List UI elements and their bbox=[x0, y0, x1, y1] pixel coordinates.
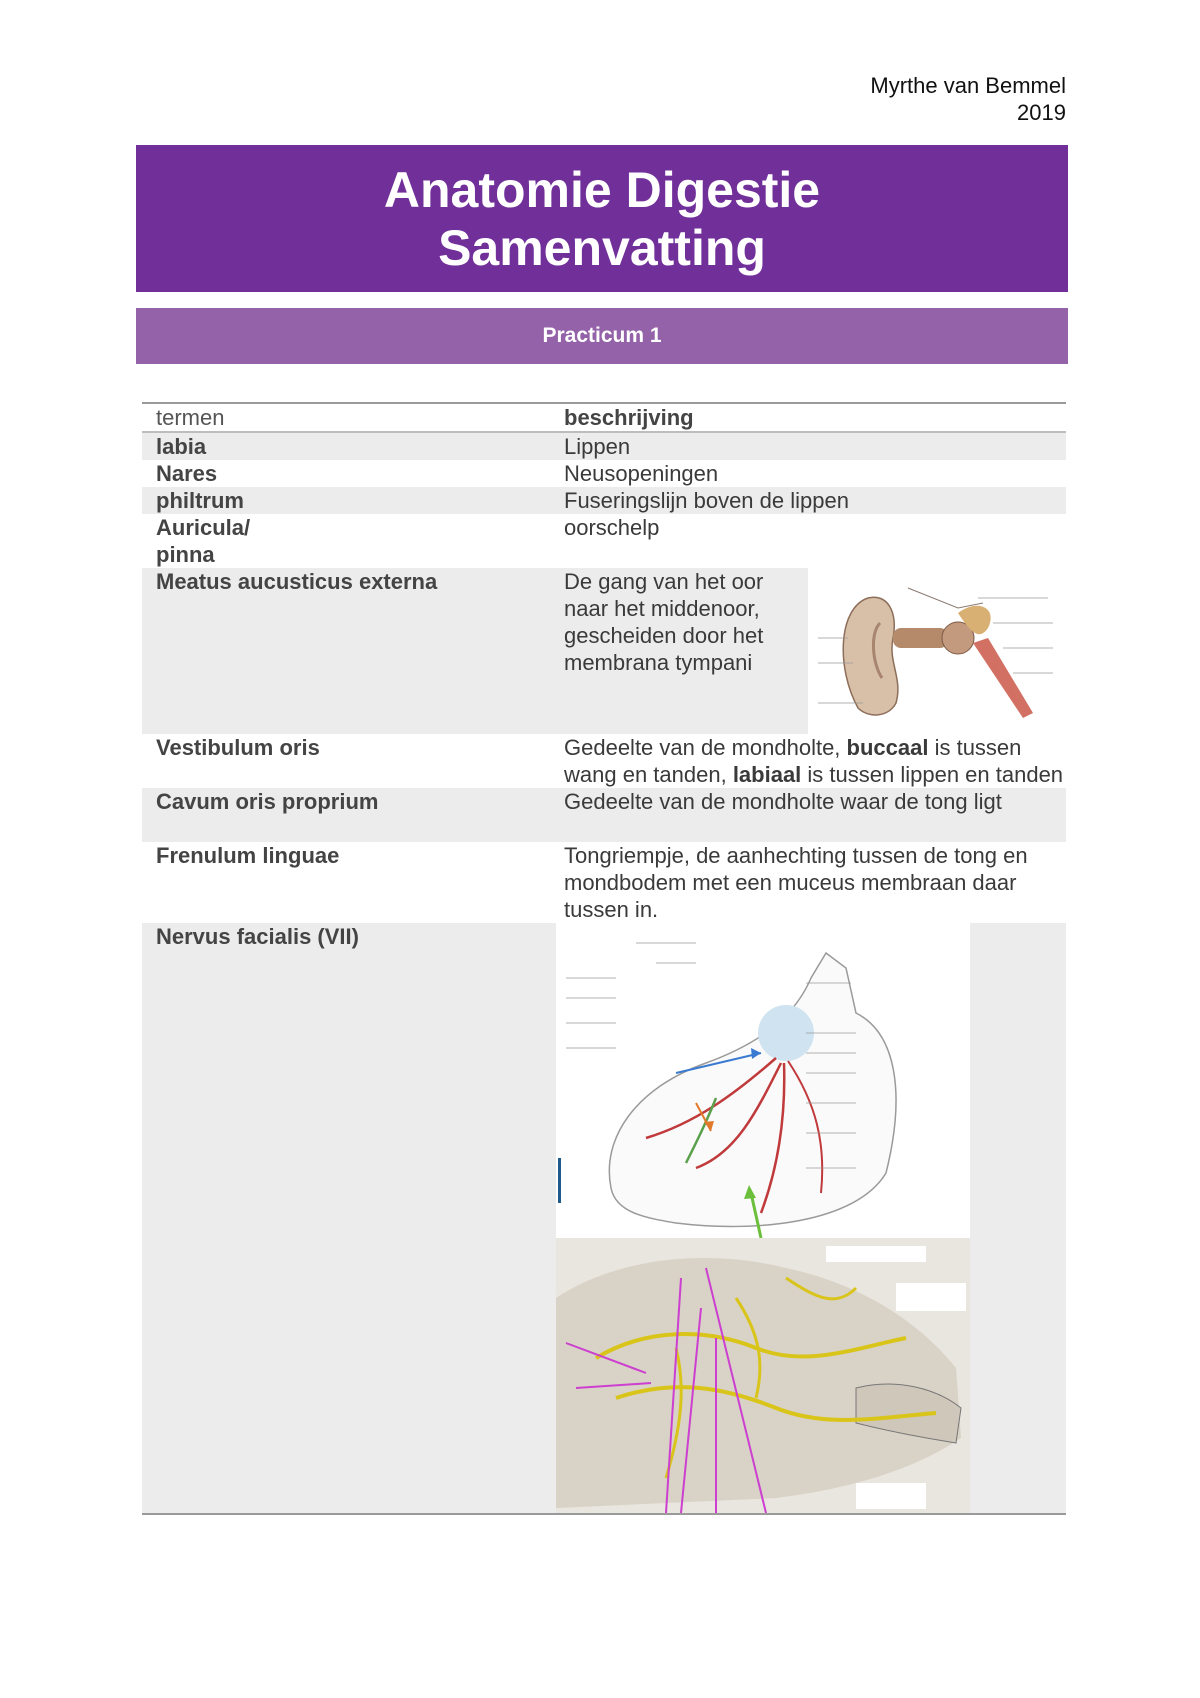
table-row bbox=[142, 923, 1066, 1514]
term-cell: labia bbox=[142, 432, 550, 460]
description-cell: Neusopeningen bbox=[564, 461, 719, 486]
header-term: termen bbox=[142, 403, 550, 432]
term-text: Auricula/ pinna bbox=[156, 515, 251, 567]
description-cell: oorschelp bbox=[564, 515, 660, 540]
table-row bbox=[142, 432, 1066, 460]
table-row bbox=[142, 487, 1066, 514]
description-part: is tussen wang en tanden, bbox=[564, 735, 1022, 787]
description-cell bbox=[550, 734, 1066, 788]
terms-table bbox=[142, 402, 1066, 1515]
description-cell bbox=[550, 923, 1066, 1514]
description-cell: Lippen bbox=[550, 432, 1066, 460]
description-cell: Fuseringslijn boven de lippen bbox=[550, 487, 1066, 514]
title-line-2: Samenvatting bbox=[438, 219, 766, 276]
description-cell: Gedeelte van de mondholte waar de tong ligt bbox=[550, 788, 1066, 842]
table-row bbox=[142, 734, 1066, 788]
term-cell: Nervus facialis (VII) bbox=[142, 923, 550, 1514]
author-year: 2019 bbox=[1017, 100, 1066, 125]
term-cell: Frenulum linguae bbox=[156, 843, 340, 868]
table-row bbox=[142, 460, 1066, 487]
description-cell bbox=[550, 568, 1066, 734]
header-description: beschrijving bbox=[550, 403, 1066, 432]
horse-facial-nerve-illustration bbox=[556, 923, 970, 1238]
term-cell: Cavum oris proprium bbox=[142, 788, 550, 842]
ear-anatomy-illustration bbox=[808, 568, 1066, 734]
dog-head-nerve-dissection bbox=[556, 1238, 970, 1513]
description-bold: labiaal bbox=[732, 762, 802, 787]
term-cell: Meatus aucusticus externa bbox=[142, 568, 550, 734]
author-name: Myrthe van Bemmel bbox=[870, 73, 1066, 98]
title-banner bbox=[136, 145, 1068, 292]
author-block bbox=[870, 72, 1066, 126]
table-header-row bbox=[142, 403, 1066, 432]
table-row bbox=[142, 842, 1066, 923]
table-row bbox=[142, 514, 1066, 568]
subtitle-banner bbox=[136, 308, 1068, 364]
term-cell bbox=[142, 514, 550, 568]
description-part: is tussen lippen en tanden bbox=[801, 762, 1064, 787]
table-row bbox=[142, 568, 1066, 734]
term-cell: philtrum bbox=[142, 487, 550, 514]
table-row bbox=[142, 788, 1066, 842]
description-part: Gedeelte van de mondholte, bbox=[564, 735, 847, 760]
subtitle-text: Practicum 1 bbox=[542, 324, 662, 347]
title-line-1: Anatomie Digestie bbox=[383, 161, 821, 218]
description-cell: Tongriempje, de aanhechting tussen de tong en mondbodem met een muceus membraan daar tussen in. bbox=[564, 843, 1028, 922]
term-cell: Vestibulum oris bbox=[156, 735, 320, 760]
description-text: De gang van het oor naar het middenoor, gescheiden door het membrana tympani bbox=[564, 569, 764, 675]
term-cell: Nares bbox=[156, 461, 218, 486]
description-bold: buccaal bbox=[846, 735, 929, 760]
